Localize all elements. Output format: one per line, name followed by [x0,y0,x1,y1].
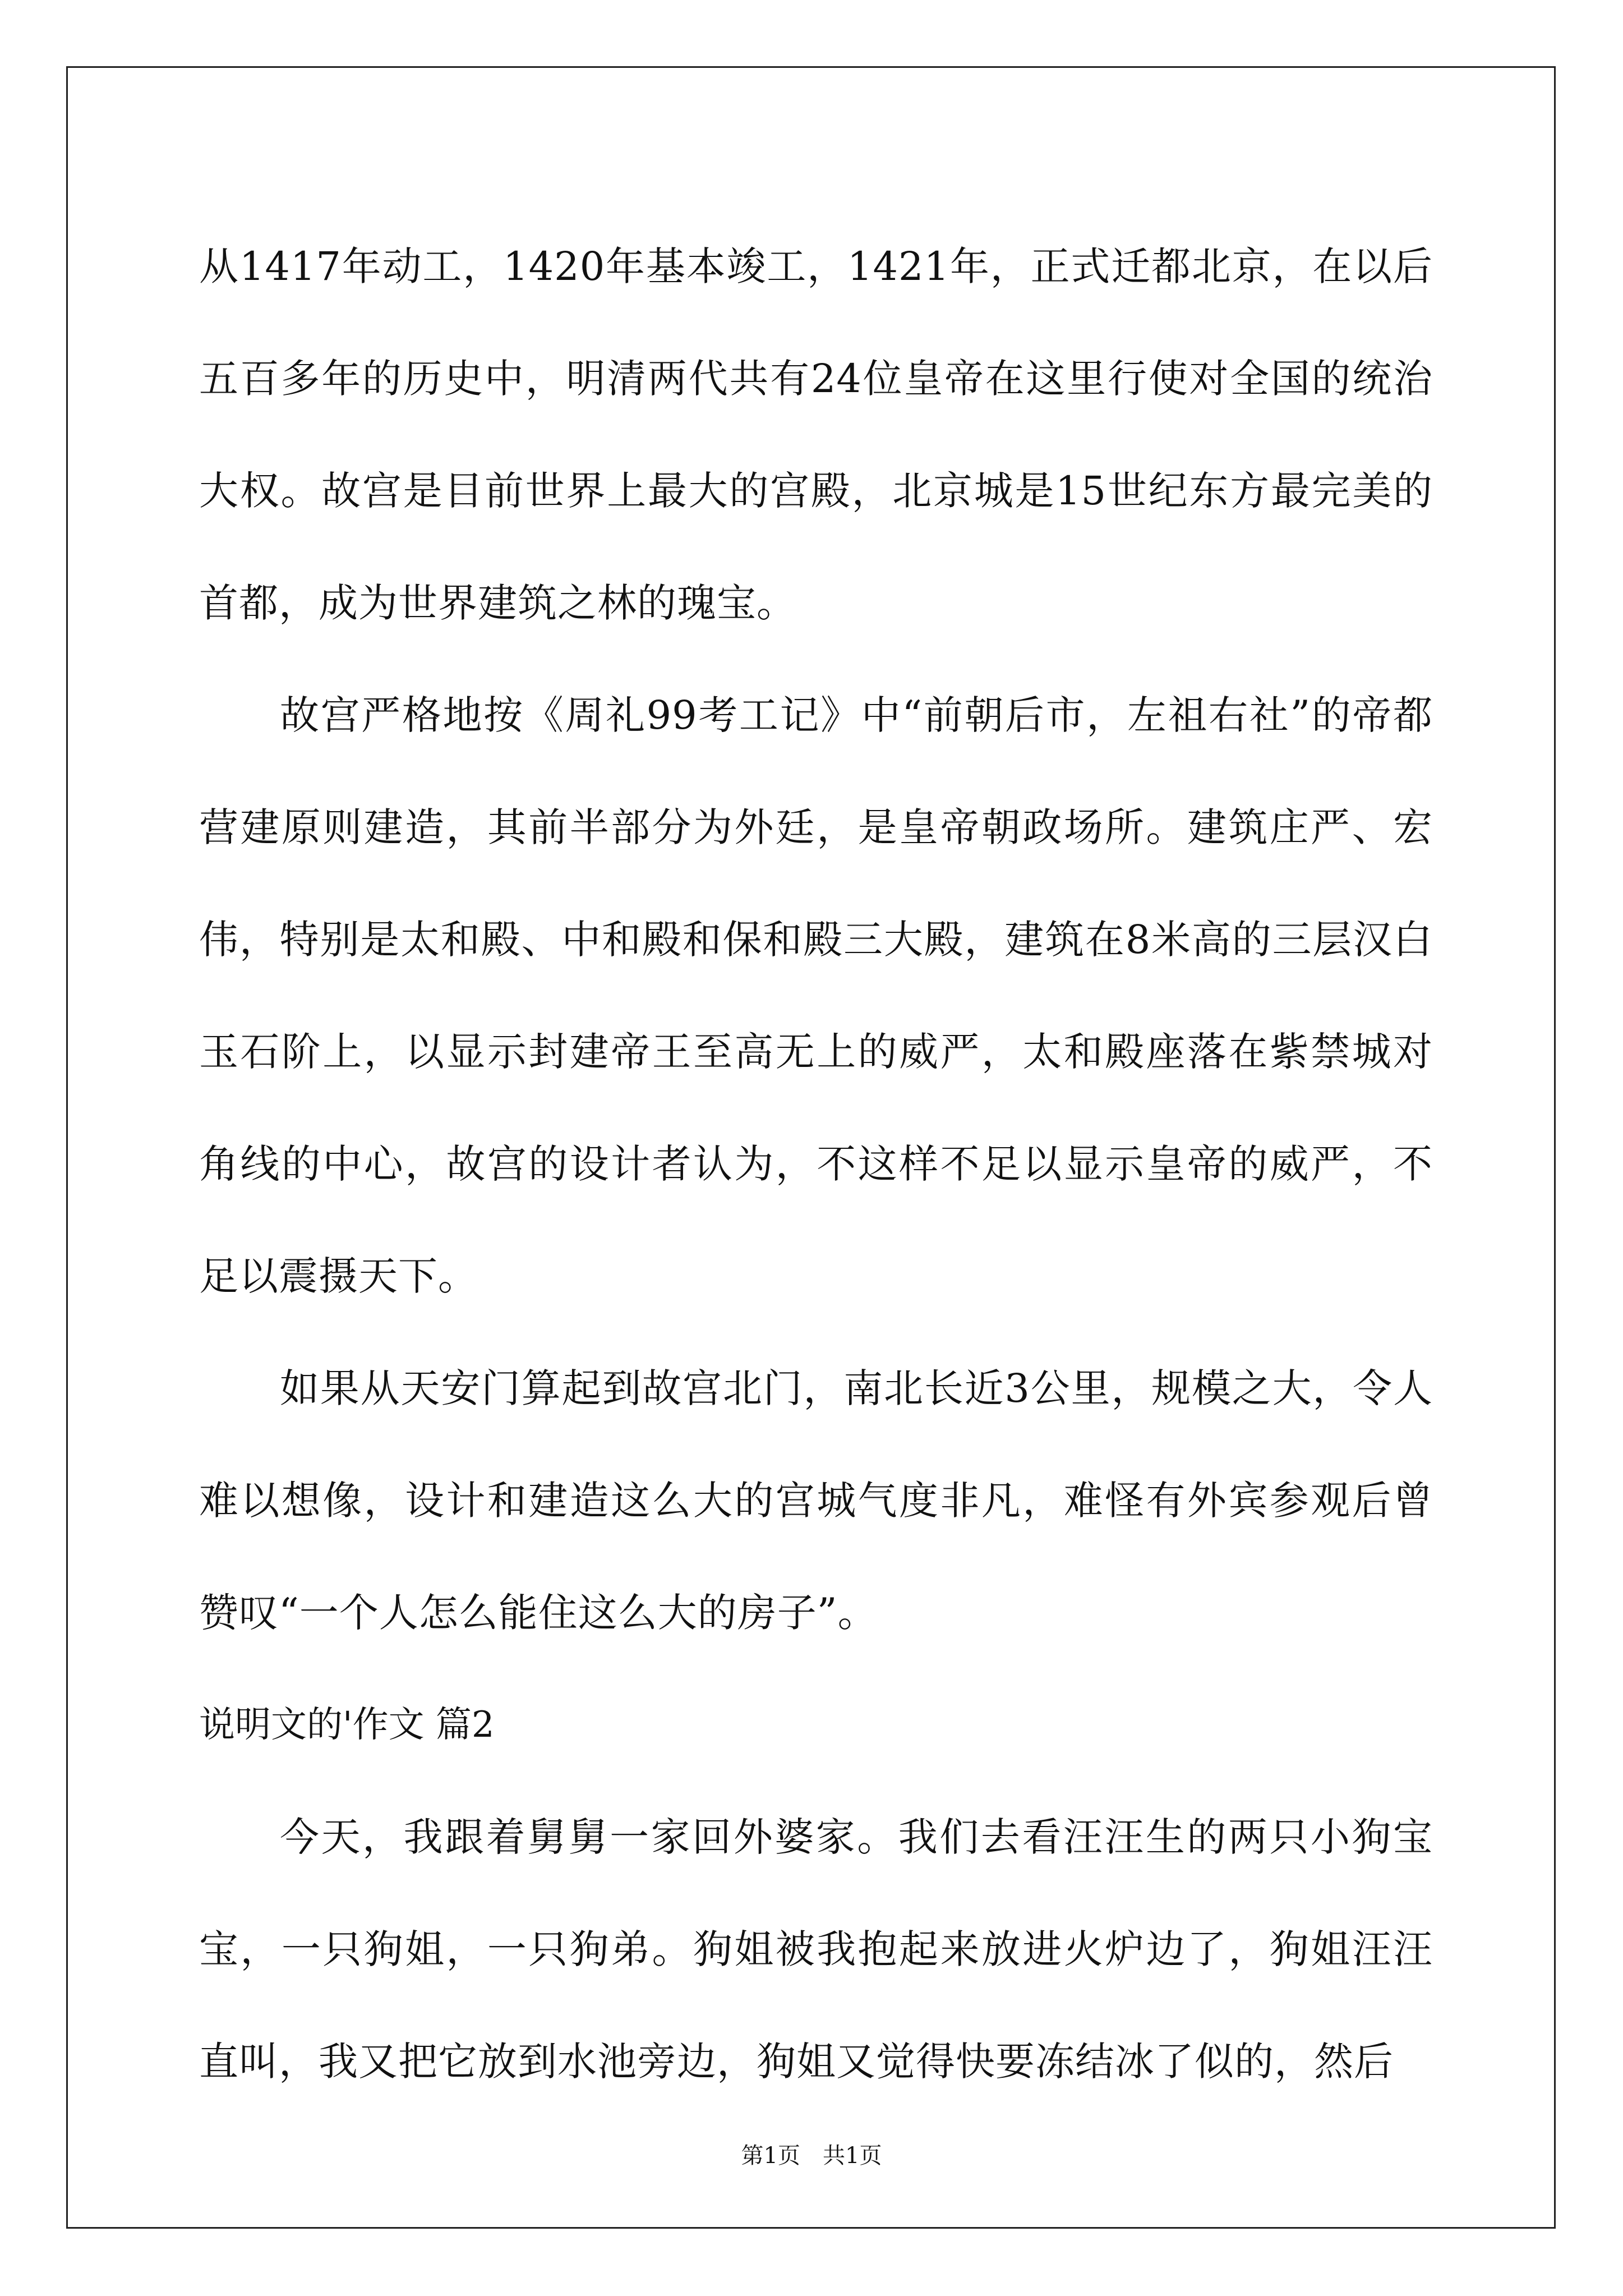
page-footer [0,2142,1623,2170]
document-body [199,210,1433,2118]
paragraph-4: 今天，我跟着舅舅一家回外婆家。我们去看汪汪生的两只小狗宝宝，一只狗姐，一只狗弟。狗姐被我抱起来放进火炉边了，狗姐汪汪直叫，我又把它放到水池旁边，狗姐又觉得快要冻结冰了似的，然后 [199,1814,1433,2085]
paragraph-3: 如果从天安门算起到故宫北门，南北长近3公里，规模之大，令人难以想像，设计和建造这么大的宫城气度非凡，难怪有外宾参观后曾赞叹“一个人怎么能住这么大的房子”。 [199,1365,1433,1636]
section-heading: 说明文的'作文 篇2 [199,1704,495,1746]
page-number: 第1页 [741,2143,800,2169]
paragraph-2: 故宫严格地按《周礼99考工记》中“前朝后市，左祖右社”的帝都营建原则建造，其前半部分为外廷，是皇帝朝政场所。建筑庄严、宏伟，特别是太和殿、中和殿和保和殿三大殿，建筑在8米高的三层汉白玉石阶上，以显示封建帝王至高无上的威严，太和殿座落在紫禁城对角线的中心，故宫的设计者认为，不这样不足以显示皇帝的威严，不足以震摄天下。 [199,692,1433,1299]
paragraph-1: 从1417年动工，1420年基本竣工，1421年，正式迁都北京，在以后五百多年的历史中，明清两代共有24位皇帝在这里行使对全国的统治大权。故宫是目前世界上最大的宫殿，北京城是15世纪东方最完美的首都，成为世界建筑之林的瑰宝。 [199,243,1433,626]
page-total: 共1页 [823,2143,882,2169]
